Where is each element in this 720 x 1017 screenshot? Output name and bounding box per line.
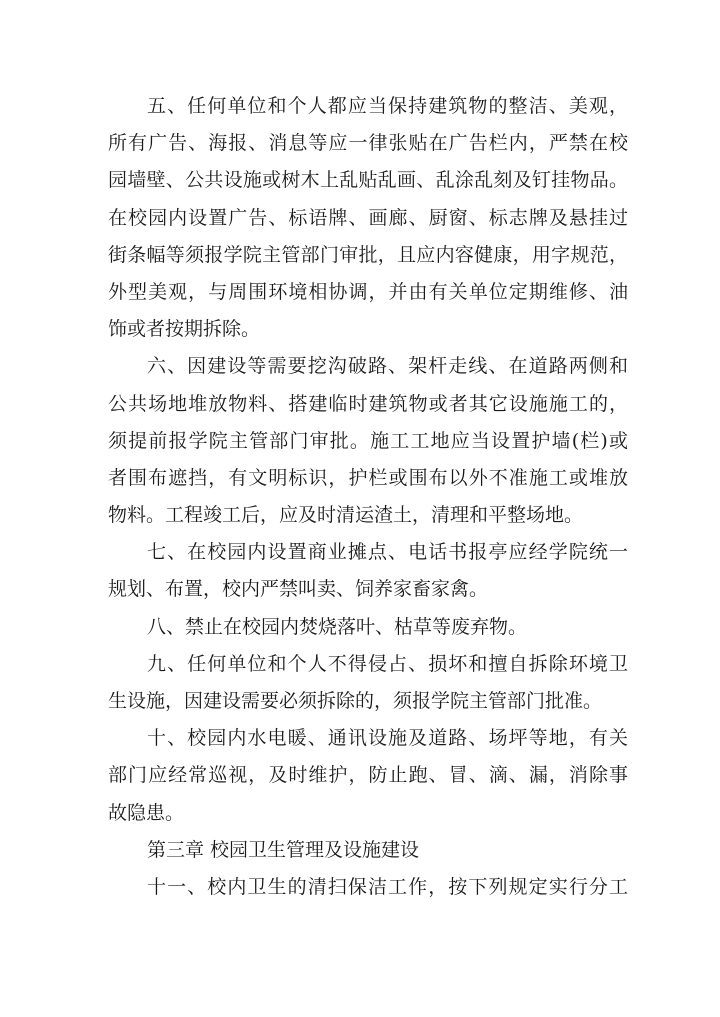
text-line: 者围布遮挡，有文明标识，护栏或围布以外不准施工或堆放 [108, 466, 628, 489]
text-line: 规划、布置，校内严禁叫卖、饲养家畜家禽。 [108, 578, 489, 601]
text-line: 十、校园内水电暖、通讯设施及道路、场坪等地，有关 [147, 727, 628, 750]
text-line: 外型美观，与周围环境相协调，并由有关单位定期维修、油 [108, 280, 628, 303]
text-line: 部门应经常巡视，及时维护，防止跑、冒、滴、漏，消除事 [108, 764, 628, 787]
document-body [108, 88, 628, 906]
text-line: 公共场地堆放物料、搭建临时建筑物或者其它设施施工的， [108, 392, 628, 415]
text-line: 所有广告、海报、消息等应一律张贴在广告栏内，严禁在校 [108, 132, 628, 155]
text-line: 饰或者按期拆除。 [108, 318, 261, 341]
text-line: 须提前报学院主管部门审批。施工工地应当设置护墙(栏)或 [108, 429, 628, 452]
text-line: 生设施，因建设需要必须拆除的，须报学院主管部门批准。 [108, 690, 603, 712]
text-line: 六、因建设等需要挖沟破路、架杆走线、在道路两侧和 [147, 355, 628, 378]
text-line: 八、禁止在校园内焚烧落叶、枯草等废弃物。 [147, 615, 528, 638]
text-line: 园墙壁、公共设施或树木上乱贴乱画、乱涂乱刻及钉挂物品。 [108, 169, 628, 192]
text-line: 十一、校内卫生的清扫保洁工作，按下列规定实行分工 [147, 875, 628, 898]
text-line: 九、任何单位和个人不得侵占、损坏和擅自拆除环境卫 [147, 652, 628, 675]
text-line: 第三章 校园卫生管理及设施建设 [147, 838, 420, 861]
text-line: 故隐患。 [108, 801, 185, 824]
text-line: 七、在校园内设置商业摊点、电话书报亭应经学院统一 [147, 541, 628, 564]
text-line: 街条幅等须报学院主管部门审批，且应内容健康，用字规范， [108, 243, 628, 266]
text-line: 在校园内设置广告、标语牌、画廊、厨窗、标志牌及悬挂过 [108, 206, 628, 229]
text-line: 五、任何单位和个人都应当保持建筑物的整洁、美观， [147, 95, 628, 117]
text-line: 物料。工程竣工后，应及时清运渣土，清理和平整场地。 [108, 504, 584, 527]
